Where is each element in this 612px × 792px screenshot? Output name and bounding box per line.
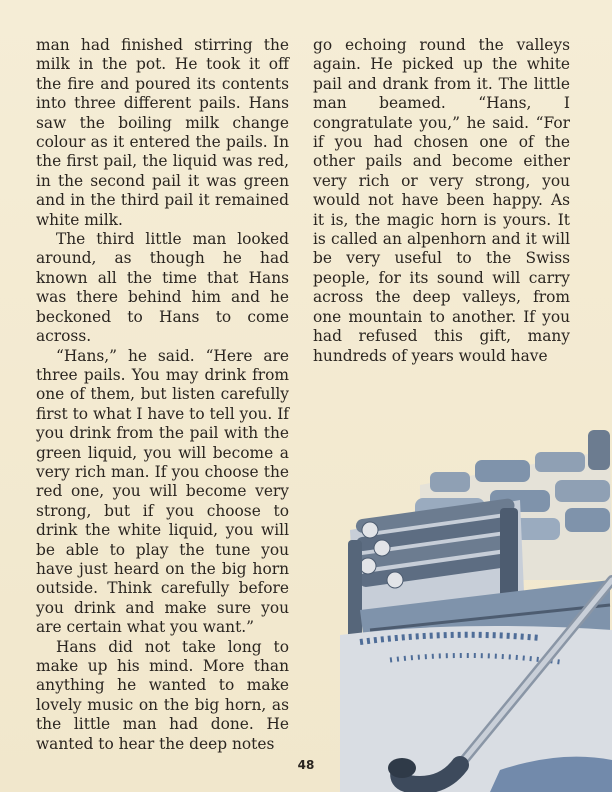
paragraph: “Hans,” he said. “Here are three pails. You may drink from one of them, but listen carefully first to what I have to tell you. If you drink from the pail with the green liquid, you will become a very rich man. If you choose the red one, you will become very strong, but if you choose to drink the white liquid, you will be able to play the tune you have just heard on the big horn outside. Think carefully before you drink and make sure you are certain what you want.” bbox=[36, 346, 289, 637]
paragraph: Hans did not take long to make up his mind. More than anything he wanted to make lovely music on the big horn, as the little man had done. He wanted to hear the deep notes bbox=[36, 637, 289, 753]
paragraph: man had finished stirring the milk in the pot. He took it off the fire and poured its contents into three different pails. Hans saw the boiling milk change colour as it entered the pails. In the first pail, the liquid was red, in the second pail it was green and in the third pail it remained white milk. bbox=[36, 36, 289, 229]
right-text-column bbox=[313, 36, 570, 366]
alpenhorn-illustration bbox=[300, 380, 612, 792]
page-number: 48 bbox=[297, 758, 315, 772]
paragraph: The third little man looked around, as though he had known all the time that Hans was there behind him and he beckoned to Hans to come across. bbox=[36, 230, 289, 346]
paragraph: go echoing round the valleys again. He picked up the white pail and drank from it. The little man beamed. “Hans, I congratulate you,” he said. “For if you had chosen one of the other pails and become either very rich or very strong, you would not have been happy. As it is, the magic horn is yours. It is called an alpenhorn and it will be very useful to the Swiss people, for its sound will carry across the deep valleys, from one mountain to another. If you had refused this gift, many hundreds of years would have bbox=[313, 36, 570, 365]
left-text-column bbox=[36, 36, 289, 754]
